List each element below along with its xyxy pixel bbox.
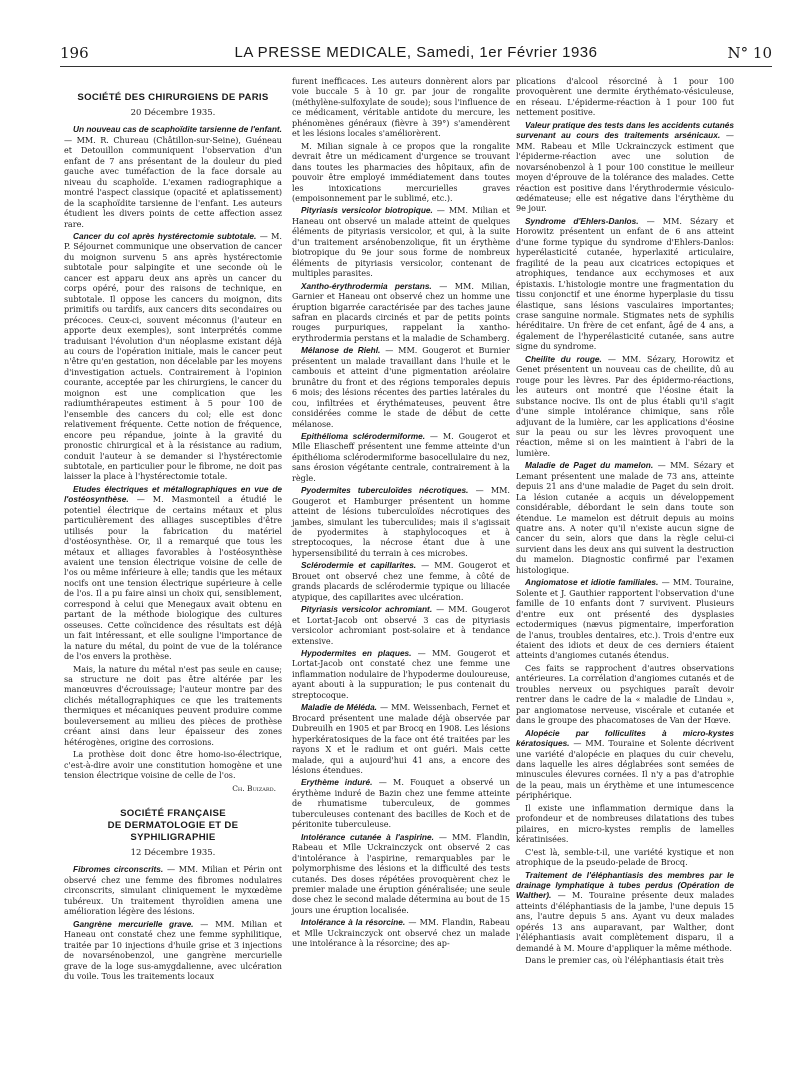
article: [292, 345, 510, 429]
page-header: [60, 44, 772, 67]
article: [292, 777, 510, 829]
article-body: — MM. Milian et Haneau ont constaté chez une femme syphilitique, traitée par 10 injections d'huile grise et 3 injections de novarsénobenzol, une gangrène mercurielle grave de la loge sus-amygdalienne, avec ulcération du voile. Tous les traitements locaux: [64, 918, 283, 981]
article-body: — MM. Milian, Garnier et Haneau ont observé chez un homme une éruption bigarrée caractérisée par des taches jaune safran en placards circinés et par de petits points rouges purpuriques, rappelant la xantho-erythrodermia perstans et la maladie de Schamberg.: [292, 280, 510, 343]
article-body: — M. Masmonteil a étudié le potentiel électrique de certains métaux et plus particulièrement des alliages susceptibles d'être utilisés pour la fabrication du matériel d'ostéosynthèse. Or, il a remarqué que tous les métaux et alliages favorables à l'ostéosynthèse avaient une tension électrique voisine de celle de l'os ou même inférieure à elle; tandis que les métaux nocifs ont une tension électrique supérieure à celle de l'os. Il a pu faire ainsi un choix qui, sensiblement, correspond à celui que Menegaux avait obtenu en partant de la méthode biologique des cultures osseuses. Cette coïncidence des résultats est déjà un fait intéressant, et elle souligne l'importance de la nature du métal, du point de vue de la tolérance de l'os envers la prothèse.: [64, 494, 282, 662]
article-paragraph: La prothèse doit donc être homo-iso-électrique, c'est-à-dire avoir une constitution homogène et une tension électrique voisine de celle de l'os.: [64, 749, 282, 781]
article-title: Gangrène mercurielle grave.: [73, 918, 194, 929]
article-body: — MM. Gougerot et Lortat-Jacob ont observé 3 cas de pityriasis versicolor achromiant post-solaire et à tendance extensive.: [292, 604, 511, 646]
article: [292, 648, 510, 700]
article-body: — M. Touraine présente deux malades atteints d'éléphantiasis de la jambe, l'une depuis 15 ans, l'autre depuis 5 ans. Ayant vu deux malades opérés 13 ans auparavant, par Walther, dont l'éléphantiasis avait complètement disparu, il a demandé à M. Moure d'appliquer la même méthode.: [516, 890, 734, 953]
society-heading: SOCIÉTÉ DES CHIRURGIENS DE PARIS: [77, 92, 269, 103]
article-body: — M. Gougerot et Mlle Eliascheff présentent une femme atteinte d'un épithélioma sclérodermiforme basocellulaire du nez, sans érosion végétante centrale, contrairement à la règle.: [292, 430, 510, 483]
article-body: — MM. Milian et Périn ont observé chez une femme des fibromes nodulaires circonscrits, simulant cliniquement le myxœdème tubéreux. Un traitement thyroïdien amena une amélioration légère des lésions.: [64, 864, 282, 917]
article-paragraph: Il existe une inflammation dermique dans la profondeur et de nombreuses dilatations des tubes pilaires, en micro-kystes remplis de lamelles kératinisées.: [516, 802, 734, 845]
article-body: — MM. Gougerot et Hamburger présentent un homme atteint de lésions tuberculoïdes nécrotiques des jambes, simulant les tuberculides; mais il s'agissait de pyodermites à staphylocoques et à streptocoques, la nécrose étant due à une hypersensibilité du terrain à ces microbes.: [292, 485, 510, 558]
article-title: Syndrome d'Ehlers-Danlos.: [525, 215, 639, 226]
column-2: [292, 76, 510, 951]
article: [516, 577, 734, 661]
article: [516, 460, 734, 575]
article-body: — MM. Sézary, Horowitz et Genet présentent un nouveau cas de cheilite, dû au rouge pour les lèvres. Par des épidermo-réactions, les auteurs ont montré que l'éosine était la substance nocive. Ils ont de plus établi qu'il s'agit d'une simple intolérance chimique, sans rôle adjuvant de la lumière, car les applications d'éosine sur la peau ou sur les lèvres provoquent une réaction, même si on les maintient à l'abri de la lumière.: [516, 353, 734, 458]
article-body: — MM. Flandin, Rabeau et Mlle Uckrainczyck ont observé chez un malade une intolérance à la résorcine; des ap-: [292, 917, 511, 949]
article-body: — MM. Gougerot et Brouet ont observé chez une femme, à côté de grands placards de sclérodermie typique ou liliacée atypique, des capillarites avec ulcération.: [292, 560, 510, 602]
column-3: [516, 76, 734, 968]
article-paragraph: plications d'alcool résorciné à 1 pour 100 provoquèrent une dermite érythémato-vésiculeuse, en réseau. L'épiderme-réaction à 1 pour 100 fut nettement positive.: [516, 76, 734, 118]
article: [64, 919, 282, 982]
article-body: — MM. Gougerot et Burnier présentent un malade travaillant dans l'huile et le cambouis et atteint d'une pigmentation aréolaire brunâtre du front et des régions temporales depuis 6 mois; des lésions récentes des parties latérales du cou, infiltrées et érythémateuses, peuvent être considérées comme le stade de début de cette mélanose.: [292, 345, 510, 429]
article-title: Un nouveau cas de scaphoïdite tarsienne de l'enfant.: [73, 124, 282, 135]
society-heading: SOCIÉTÉ FRANÇAISE DE DERMATOLOGIE ET DE SYPHILIGRAPHIE: [107, 808, 239, 843]
article-title: Erythème induré.: [301, 777, 373, 788]
article-body: — MM. Sézary et Horowitz présentent un enfant de 6 ans atteint d'une forme typique du syndrome d'Ehlers-Danlos: hyperélasticité cutanée, hyperlaxité articulaire, fragilité de la peau aux cicatrices ectopiques et atrophiques, tendance aux ecchymoses et aux épistaxis. L'histologie montre une fragmentation du tissu conjonctif et une énorme hyperplasie du tissu élastique, sans lésions vasculaires importantes; crase sanguine normale. Stigmates nets de syphilis héréditaire. Un frère de cet enfant, âgé de 4 ans, a également de l'hyperélasticité cutanée, sans autre signe du syndrome.: [516, 215, 735, 352]
article-title: Cheilite du rouge.: [525, 353, 602, 364]
article-body: — MM. Touraine, Solente et J. Gauthier rapportent l'observation d'une famille de 10 enfants dont 7 survivent. Plusieurs d'entre eux ont présenté des dysplasies ectodermiques (nævus pigmentaire, imperforation de l'anus, troubles dentaires, etc.). Trois d'entre eux étaient des idiots et deux de ces derniers étaient atteints d'angiomes cutanés étendus.: [516, 577, 734, 661]
signature: Ch. Buizard.: [232, 783, 276, 793]
article-paragraph: M. Milian signale à ce propos que la rongalite devrait être un médicament d'urgence se trouvant dans toutes les pharmacies des hôpitaux, afin de pouvoir être employé immédiatement dans toutes les intoxications mercurielles graves (empoisonnement par le sublimé, etc.).: [292, 140, 510, 203]
column-1: [64, 76, 282, 983]
article-paragraph: Mais, la nature du métal n'est pas seule en cause; sa structure ne doit pas être altérée par les manœuvres d'écrouissage; l'auteur montre par des clichés métallographiques ce que les traitements thermiques et mécaniques peuvent produire comme bouleversement au milieu des pièces de prothèse créant ainsi dans leur épaisseur des zones hétérogènes, origine des corrosions.: [64, 663, 282, 747]
article: [292, 702, 510, 775]
article-body: — MM. Weissenbach, Fernet et Brocard présentent une malade déjà observée par Dubreuilh en 1905 et par Brocq en 1908. Les lésions hyperkératosiques de la face ont été traitées par les rayons X et le radium et ont guéri. Mais cette malade, qui a aujourd'hui 41 ans, a encore des lésions étendues.: [292, 702, 510, 775]
article-body: — M. Fouquet a observé un érythème induré de Bazin chez une femme atteinte de rhumatisme tuberculeux, de gommes tuberculeuses contenant des bacilles de Koch et de péritonite tuberculeuse.: [292, 777, 511, 830]
article-title: Intolérance à la résorcine.: [301, 917, 406, 928]
article-title: Traitement de l'éléphantiasis des membres par le drainage lymphatique à tubes perdus (Opération de Walther).: [516, 869, 734, 901]
article-body: — MM. Touraine et Solente décrivent une variété d'alopécie en plaques du cuir chevelu, dans laquelle les aires déglabrées sont semées de minuscules élevures cornées. Il n'y a pas d'atrophie de la peau, mais un érythème et une intumescence périphérique.: [516, 738, 734, 801]
article-title: Pityriasis versicolor achromiant.: [301, 604, 433, 615]
article-body: — MM. R. Chureau (Châtillon-sur-Seine), Guéneau et Detouillon communiquent l'observation d'un enfant de 7 ans présentant de la douleur du pied gauche avec tuméfaction de la face dorsale au niveau du scaphoïde. L'examen radiographique a montré l'aspect classique (opacité et aplatissement) de la scaphoïdite tarsienne de l'enfant. Les auteurs étudient les divers points de cette affection assez rare.: [64, 134, 282, 229]
article: [292, 917, 510, 948]
article-title: Alopécie par folliculites à micro-kystes kératosiques.: [516, 727, 734, 749]
article: [64, 864, 282, 916]
article-title: Mélanose de Riehl.: [301, 345, 381, 356]
article: [516, 354, 734, 459]
article: [292, 281, 510, 344]
article-body: — M. P. Séjournet communique une observation de cancer du moignon survenu 5 ans après hystérectomie subtotale pour salpingite et une seconde où le cancer est apparu deux ans après un cancer du corps opéré, pour des raisons de technique, en subtotale. Il oppose les cancers du moignon, dits primitifs ou tardifs, aux cancers dits secondaires ou précoces. Ceux-ci, souvent méconnus (l'auteur en apporte deux exemples), sont interprétés comme traduisant l'évolution d'un néoplasme existant déjà au cours de l'opération initiale, mais le cancer peut n'être qu'en gestation, non décelable par les moyens d'investigation actuels. Contrairement à l'opinion courante, acceptée par les chirurgiens, le cancer du moignon est une complication que les radiumthérapeutes estiment à 5 pour 100 de l'ensemble des cancers du col; elle est donc relativement fréquente. Cette notion de fréquence, encore peu répandue, jointe à la gravité du pronostic chirurgical et à la résistance au radium, conduit l'auteur à se demander si l'hystérectomie subtotale, en particulier pour le fibrome, ne doit pas laisser la place à l'hystérectomie totale.: [64, 230, 283, 482]
article-title: Intolérance cutanée à l'aspirine.: [301, 831, 434, 842]
article-title: Hypodermites en plaques.: [301, 648, 412, 659]
article: [64, 124, 282, 229]
article: [64, 231, 282, 482]
journal-title: LA PRESSE MEDICALE, Samedi, 1er Février 1936: [234, 44, 598, 61]
article: [516, 216, 734, 352]
session-date: 20 Décembre 1935.: [130, 108, 216, 118]
article-paragraph: Ces faits se rapprochent d'autres observations antérieures. La corrélation d'angiomes cutanés et de troubles nerveux ou psychiques paraît devoir rentrer dans le cadre de la « maladie de Lindau », par angiomatose nerveuse, viscérale et cutanée et dans le groupe des phacomatoses de Van der Hœve.: [516, 662, 734, 726]
issue-number: N° 10: [727, 44, 772, 62]
article-title: Fibromes circonscrits.: [73, 864, 164, 875]
article-title: Valeur pratique des tests dans les accidents cutanés survenant au cours des traitements arsénicaux.: [516, 119, 734, 141]
article-title: Pyodermites tuberculoïdes nécrotiques.: [301, 485, 469, 496]
article-body: — MM. Sézary et Lemant présentent une malade de 73 ans, atteinte depuis 21 ans d'une maladie de Paget du sein droit. La lésion cutanée a acquis un développement considérable, débordant le sein dans toute son étendue. Le mamelon est détruit depuis au moins quatre ans. A noter qu'il n'existe aucun signe de cancer du sein, alors que dans la règle celui-ci survient dans les deux ans qui suivent la destruction du mamelon. Diagnostic confirmé par l'examen histologique.: [516, 460, 734, 575]
article: [64, 484, 282, 662]
article-body: — MM. Flandin, Rabeau et Mlle Uckrainczyck ont observé 2 cas d'intolérance à l'aspirine, remarquables par le polymorphisme des lésions et la difficulté des tests cutanés. Des doses répétées provoquèrent chez le premier malade une éruption généralisée; une seule dose chez le second malade détermina au bout de 15 jours une éruption localisée.: [292, 831, 510, 915]
article-title: Sclérodermie et capillarites.: [301, 560, 417, 571]
article: [516, 728, 734, 801]
article-title: Etudes électriques et métallographiques en vue de l'ostéosynthèse.: [64, 483, 282, 505]
page-number: 196: [60, 44, 89, 62]
article-title: Xantho-érythrodermia perstans.: [301, 280, 432, 291]
article-title: Pityriasis versicolor biotropique.: [301, 205, 433, 216]
article-body: — MM. Rabeau et Mlle Uckrainczyck estiment que l'épiderme-réaction avec une solution de novarsénobenzol à 1 pour 100 constitue le meilleur moyen d'éprouve de la tolérance des malades. Cette réaction est positive dans l'érythrodermie vésiculo-œdémateuse; elle est négative dans l'érythème du 9e jour.: [516, 130, 735, 214]
article-paragraph: Dans le premier cas, où l'éléphantiasis était très: [525, 955, 724, 966]
session-date: 12 Décembre 1935.: [130, 848, 216, 858]
article-title: Maladie de Paget du mamelon.: [525, 460, 654, 471]
article-title: Epithélioma sclérodermiforme.: [301, 430, 426, 441]
article: [292, 485, 510, 558]
article: [516, 120, 734, 214]
article-paragraph: furent inefficaces. Les auteurs donnèrent alors par voie buccale 5 à 10 gr. par jour de rongalite (méthylène-sulfoxylate de soude); sous l'influence de ce médicament, véritable antidote du mercure, les phénomènes généraux (fièvre à 39°) s'amendèrent et les lésions locales s'améliorèrent.: [292, 76, 510, 139]
article-paragraph: C'est là, semble-t-il, une variété kystique et non atrophique de la pseudo-pelade de Brocq.: [516, 846, 734, 868]
article-title: Cancer du col après hystérectomie subtotale.: [73, 230, 257, 241]
article-body: — MM. Milian et Haneau ont observé un malade atteint de quelques éléments de pityriasis versicolor, et qui, à la suite d'un traitement arsénobenzolique, fit un érythème biotropique du 9e jour sous forme de nombreux éléments de pityriasis versicolor, contenant de multiples parasites.: [292, 205, 510, 279]
article: [292, 560, 510, 602]
article-title: Maladie de Méléda.: [301, 702, 377, 713]
article: [292, 604, 510, 646]
article: [292, 832, 510, 916]
article: [292, 205, 510, 278]
article-body: — MM. Gougerot et Lortat-Jacob ont constaté chez une femme une inflammation nodulaire de l'hypoderme douloureuse, ayant abouti à la suppuration; le pus contenait du streptocoque.: [292, 648, 510, 700]
article: [292, 431, 510, 483]
article-title: Angiomatose et idiotie familiales.: [525, 577, 659, 588]
article: [516, 870, 734, 954]
